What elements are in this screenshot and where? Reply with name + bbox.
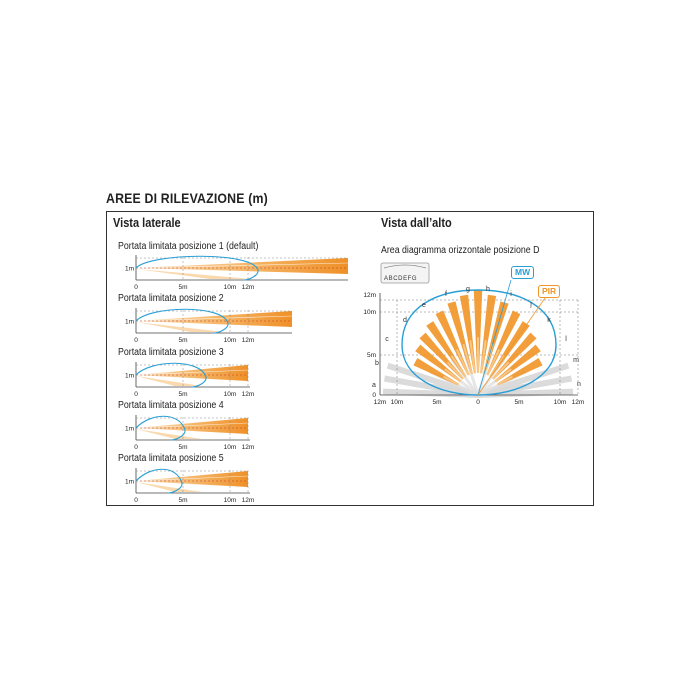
pir-fan-zones (413, 290, 542, 386)
side-panel-5 (125, 468, 254, 504)
x-tick-label: 10m (223, 444, 237, 451)
zone-letter-a: a (372, 382, 376, 389)
position-selector-icon (381, 263, 429, 283)
x-tick-label: 5m (514, 399, 524, 406)
x-tick-label: 10m (223, 497, 237, 504)
x-tick-label: 0 (476, 399, 480, 406)
zone-letter-l: l (565, 336, 567, 343)
zone-letter-e: e (422, 302, 426, 309)
x-tick-label: 0 (134, 391, 138, 398)
x-tick-label: 12m (241, 337, 255, 344)
pir-badge: PIR (538, 285, 560, 298)
x-tick-label: 12m (241, 391, 255, 398)
zone-letter-j: j (530, 301, 532, 308)
zone-letter-i: i (510, 291, 512, 298)
x-tick-label: 10m (223, 391, 237, 398)
x-tick-label: 12m (241, 284, 255, 291)
x-tick-label: 12m (571, 399, 585, 406)
mw-badge: MW (511, 266, 534, 279)
zone-letter-c: c (385, 336, 389, 343)
x-tick-label: 5m (178, 391, 188, 398)
zone-letter-h: h (486, 286, 490, 293)
side-panel-1 (125, 255, 348, 291)
zone-letter-b: b (375, 360, 379, 367)
page-title: AREE DI RILEVAZIONE (m) (106, 190, 268, 206)
side-view-panels (125, 255, 348, 504)
y-tick-label: 12m (363, 292, 376, 299)
x-tick-label: 10m (390, 399, 404, 406)
height-label: 1m (125, 478, 135, 486)
zone-letter-n: n (577, 381, 581, 388)
x-tick-label: 5m (178, 444, 188, 451)
height-label: 1m (125, 318, 135, 326)
x-tick-label: 5m (178, 337, 188, 344)
panel-4-label: Portata limitata posizione 4 (118, 400, 224, 411)
x-tick-label: 5m (432, 399, 442, 406)
x-tick-label: 5m (178, 497, 188, 504)
height-label: 1m (125, 425, 135, 433)
panel-1-label: Portata limitata posizione 1 (default) (118, 241, 259, 252)
x-tick-label: 0 (134, 337, 138, 344)
panel-3-label: Portata limitata posizione 3 (118, 347, 224, 358)
top-view-subtitle: Area diagramma orizzontale posizione D (381, 245, 540, 256)
side-panel-3 (125, 362, 254, 398)
x-tick-label: 12m (373, 399, 387, 406)
x-tick-label: 0 (134, 497, 138, 504)
side-panel-4 (125, 415, 254, 451)
zone-letter-d: d (403, 317, 407, 324)
x-tick-label: 12m (241, 444, 255, 451)
zone-letter-f: f (445, 291, 447, 298)
zone-letter-g: g (466, 286, 470, 293)
x-tick-label: 0 (134, 284, 138, 291)
selector-letters: ABCDEFG (384, 276, 418, 282)
x-tick-label: 10m (223, 337, 237, 344)
panel-2-label: Portata limitata posizione 2 (118, 293, 224, 304)
x-tick-label: 10m (553, 399, 567, 406)
x-tick-label: 12m (241, 497, 255, 504)
side-panel-2 (125, 308, 292, 344)
top-view-heading: Vista dall’alto (381, 216, 452, 230)
height-label: 1m (125, 372, 135, 380)
zone-letter-k: k (547, 317, 551, 324)
y-tick-label: 5m (366, 352, 376, 359)
x-tick-label: 10m (223, 284, 237, 291)
x-tick-label: 5m (178, 284, 188, 291)
y-tick-label: 0 (372, 392, 376, 399)
zone-letter-m: m (573, 357, 579, 364)
y-tick-label: 10m (363, 309, 376, 316)
x-tick-label: 0 (134, 444, 138, 451)
side-view-heading: Vista laterale (113, 216, 181, 230)
panel-5-label: Portata limitata posizione 5 (118, 453, 224, 464)
height-label: 1m (125, 265, 135, 273)
